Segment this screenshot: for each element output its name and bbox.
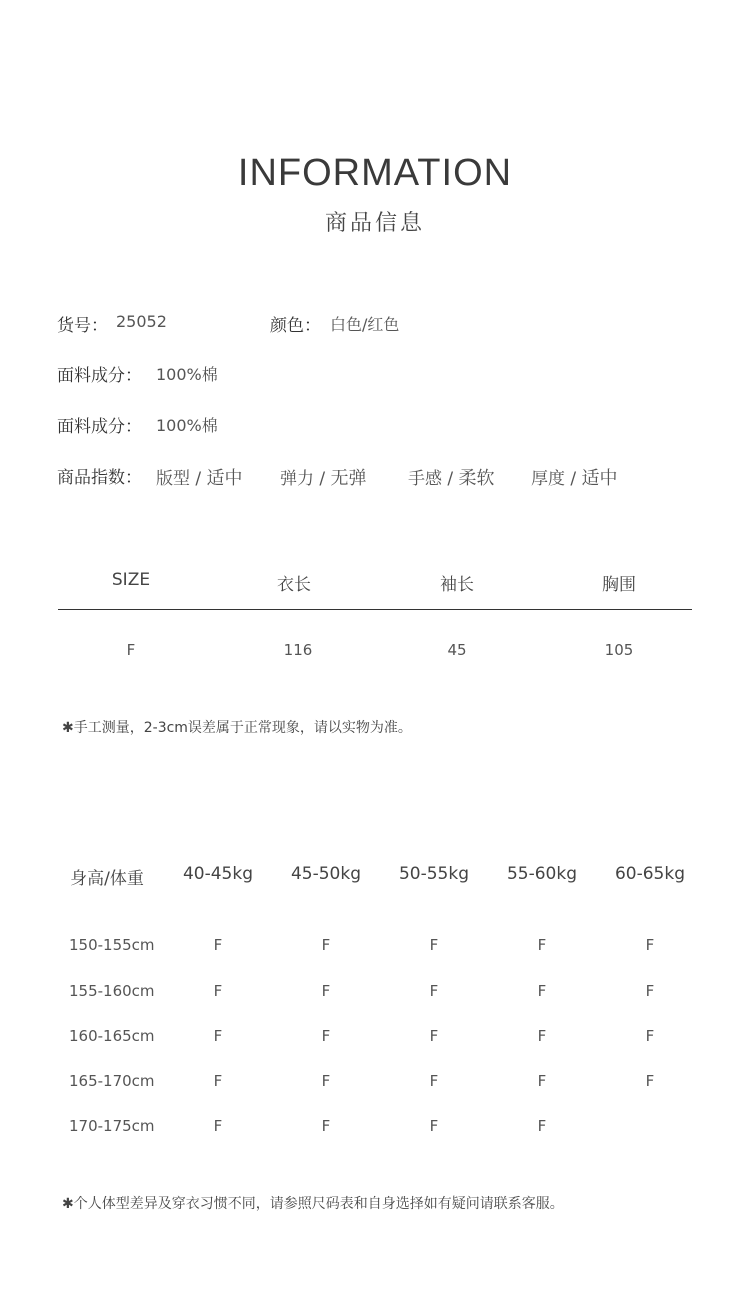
color-value: 白色/红色 bbox=[330, 315, 400, 334]
size-cell: 45 bbox=[447, 641, 467, 659]
fit-cell: F bbox=[537, 1117, 547, 1135]
fit-row-height: 170-175cm bbox=[69, 1117, 155, 1135]
fit-cell: F bbox=[321, 936, 331, 954]
fit-cell: F bbox=[645, 1072, 655, 1090]
fit-cell: F bbox=[645, 982, 655, 1000]
index-elasticity-name: 弹力 bbox=[280, 469, 314, 489]
item-no-value: 25052 bbox=[116, 312, 167, 331]
fabric-value: 100%棉 bbox=[156, 365, 218, 384]
fit-header-weight: 40-45kg bbox=[182, 864, 254, 884]
size-header-chest: 胸围 bbox=[602, 575, 636, 595]
fit-cell: F bbox=[429, 982, 439, 1000]
fit-cell: F bbox=[213, 1117, 223, 1135]
index-thickness-name: 厚度 bbox=[531, 469, 565, 489]
fit-cell: F bbox=[537, 982, 547, 1000]
fit-cell: F bbox=[213, 982, 223, 1000]
item-no-label: 货号： bbox=[57, 316, 108, 336]
fit-row-height: 155-160cm bbox=[69, 982, 155, 1000]
fit-cell: F bbox=[429, 1117, 439, 1135]
page-title: INFORMATION bbox=[237, 152, 513, 194]
size-table-divider bbox=[58, 609, 692, 610]
fit-header-height-weight: 身高/体重 bbox=[70, 869, 144, 889]
color-label: 颜色： bbox=[270, 316, 321, 336]
measurement-note: ✱手工测量，2-3cm误差属于正常现象，请以实物为准。 bbox=[62, 720, 412, 736]
fit-cell: F bbox=[213, 936, 223, 954]
index-thickness bbox=[531, 464, 618, 490]
fit-cell: F bbox=[537, 1027, 547, 1045]
fit-cell: F bbox=[645, 1027, 655, 1045]
size-header-length: 衣长 bbox=[277, 575, 311, 595]
fabric-label-2: 面料成分： bbox=[57, 417, 142, 437]
index-elasticity-value: 无弹 bbox=[330, 468, 367, 489]
index-fit-value: 适中 bbox=[206, 468, 243, 489]
fit-note: ✱个人体型差异及穿衣习惯不同，请参照尺码表和自身选择如有疑问请联系客服。 bbox=[62, 1196, 564, 1212]
fit-cell: F bbox=[213, 1027, 223, 1045]
page-subtitle: 商品信息 bbox=[324, 211, 425, 236]
fit-header-weight: 60-65kg bbox=[614, 864, 686, 884]
size-cell: 105 bbox=[604, 641, 634, 659]
fabric-label: 面料成分： bbox=[57, 366, 142, 386]
fit-cell: F bbox=[321, 1117, 331, 1135]
fit-cell: F bbox=[321, 1027, 331, 1045]
index-fit bbox=[156, 464, 243, 490]
fit-cell: F bbox=[429, 1072, 439, 1090]
fit-cell: F bbox=[429, 936, 439, 954]
fit-cell: F bbox=[213, 1072, 223, 1090]
index-separator: / bbox=[314, 469, 331, 489]
index-separator: / bbox=[565, 469, 582, 489]
fit-cell: F bbox=[645, 936, 655, 954]
size-header-sleeve: 袖长 bbox=[440, 575, 474, 595]
index-label: 商品指数： bbox=[57, 468, 142, 488]
fit-row-height: 165-170cm bbox=[69, 1072, 155, 1090]
size-cell: 116 bbox=[283, 641, 313, 659]
fit-cell: F bbox=[429, 1027, 439, 1045]
index-separator: / bbox=[190, 469, 207, 489]
fit-cell: F bbox=[321, 1072, 331, 1090]
fit-header-weight: 45-50kg bbox=[290, 864, 362, 884]
fit-header-weight: 55-60kg bbox=[506, 864, 578, 884]
fit-header-weight: 50-55kg bbox=[398, 864, 470, 884]
index-hand-feel bbox=[408, 464, 495, 490]
index-hand-feel-value: 柔软 bbox=[458, 468, 495, 489]
index-hand-feel-name: 手感 bbox=[408, 469, 442, 489]
fabric-value-2: 100%棉 bbox=[156, 416, 218, 435]
index-separator: / bbox=[442, 469, 459, 489]
fit-cell: F bbox=[321, 982, 331, 1000]
fit-row-height: 150-155cm bbox=[69, 936, 155, 954]
fit-cell: F bbox=[537, 1072, 547, 1090]
index-elasticity bbox=[280, 464, 367, 490]
index-thickness-value: 适中 bbox=[581, 468, 618, 489]
size-header-size: SIZE bbox=[111, 570, 151, 590]
size-cell: F bbox=[126, 641, 136, 659]
index-fit-name: 版型 bbox=[156, 469, 190, 489]
fit-row-height: 160-165cm bbox=[69, 1027, 155, 1045]
fit-cell: F bbox=[537, 936, 547, 954]
